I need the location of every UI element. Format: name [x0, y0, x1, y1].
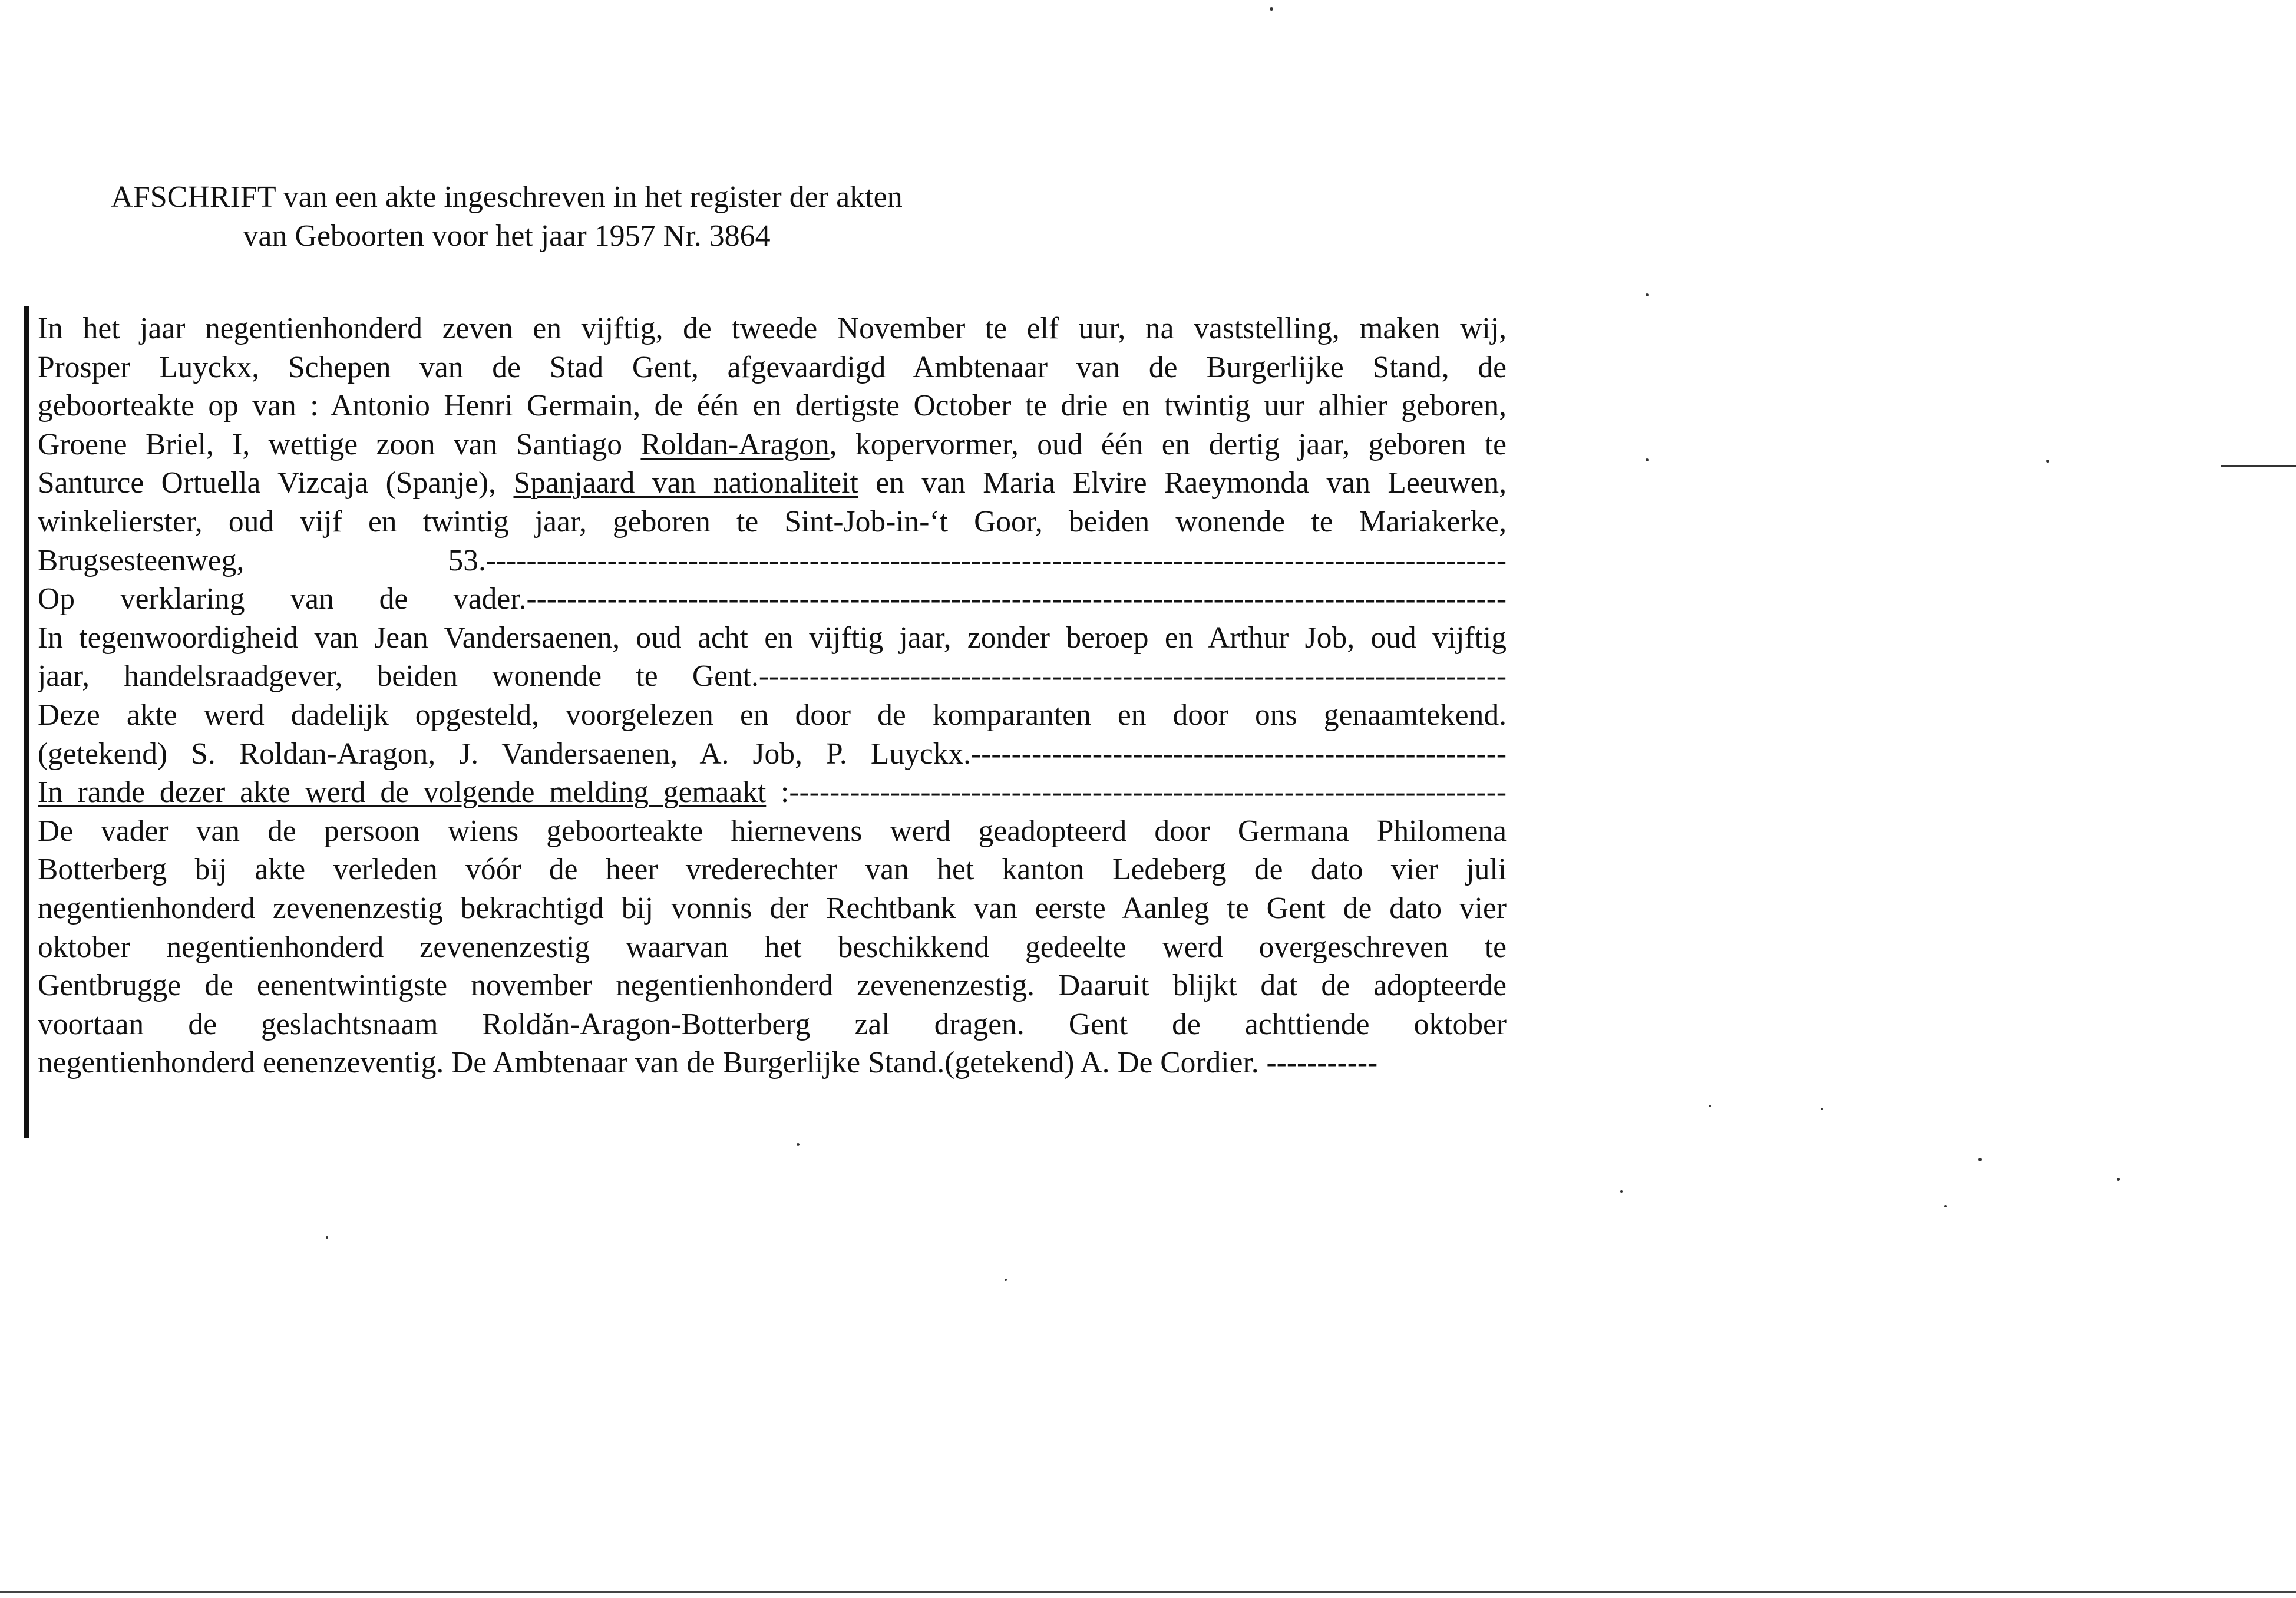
body-line: Op verklaring van de vader.-------------------------------------------------------------------------------------------------: [38, 582, 1507, 616]
body-line: Prosper Luyckx, Schepen van de Stad Gent, afgevaardigd Ambtenaar van de Burgerlijke Stand, de: [38, 350, 1507, 384]
scan-speck: [1821, 1108, 1823, 1110]
body-line: Deze akte werd dadelijk opgesteld, voorgelezen en door de komparanten en door ons genaamtekend.: [38, 698, 1507, 732]
scan-speck: [1944, 1205, 1947, 1207]
body-line: Botterberg bij akte verleden vóór de heer vrederechter van het kanton Ledeberg de dato vier juli: [38, 853, 1507, 887]
body-line: geboorteakte op van : Antonio Henri Germain, de één en dertigste October te drie en twintig uur alhier geboren,: [38, 389, 1507, 423]
underlined-surname: Roldan-Aragon: [640, 427, 830, 461]
scan-speck: [1005, 1279, 1007, 1281]
body-line: De vader van de persoon wiens geboorteakte hiernevens werd geadopteerd door Germana Philomena: [38, 814, 1507, 848]
body-line: voortaan de geslachtsnaam Roldăn-Aragon-Botterberg zal dragen. Gent de achttiende oktober: [38, 1007, 1507, 1041]
margin-bar: [24, 306, 29, 1138]
scan-edge-mark: [2221, 465, 2296, 467]
underlined-marginal-note-heading: In rande dezer akte werd de volgende melding gemaakt: [38, 775, 767, 810]
body-segment: Groene Briel, I, wettige zoon van Santiago: [38, 427, 641, 461]
document-header: [80, 178, 934, 256]
body-line: In het jaar negentienhonderd zeven en vijftig, de tweede November te elf uur, na vaststelling, maken wij,: [38, 312, 1507, 345]
body-segment: Santurce Ortuella Vizcaja (Spanje),: [38, 466, 514, 500]
scan-speck: [1620, 1190, 1623, 1193]
body-line: In tegenwoordigheid van Jean Vandersaenen, oud acht en vijftig jaar, zonder beroep en Arthur Job, oud vijftig: [38, 620, 1507, 655]
body-line: winkelierster, oud vijf en twintig jaar, geboren te Sint-Job-in-‘t Goor, beiden wonende te Mariakerke,: [38, 504, 1507, 539]
body-line: [38, 773, 1507, 812]
scan-speck: [2046, 460, 2049, 463]
body-line: Gentbrugge de eenentwintigste november negentienhonderd zevenenzestig. Daaruit blijkt dat de adopteerde: [38, 969, 1507, 1003]
body-line: Brugsesteenweg, 53.-----------------------------------------------------------------------------------------------------: [38, 543, 1507, 577]
body-segment: en van Maria Elvire Raeymonda van Leeuwen,: [858, 466, 1507, 500]
body-line: (getekend) S. Roldan-Aragon, J. Vandersaenen, A. Job, P. Luyckx.-----------------------------------------------------: [38, 737, 1507, 771]
scan-speck: [326, 1236, 328, 1239]
body-line: negentienhonderd zevenenzestig bekrachtigd bij vonnis der Rechtbank van eerste Aanleg te Gent de dato vier: [38, 891, 1507, 925]
body-line: negentienhonderd eenenzeventig. De Ambtenaar van de Burgerlijke Stand.(getekend) A. De Cordier. -----------: [38, 1046, 1378, 1080]
scan-speck: [2117, 1178, 2120, 1181]
body-line: jaar, handelsraadgever, beiden wonende te Gent.--------------------------------------------------------------------------: [38, 659, 1507, 694]
scan-speck: [1978, 1158, 1982, 1161]
header-line-1: AFSCHRIFT van een akte ingeschreven in het register der akten: [111, 180, 903, 214]
scan-speck: [1646, 293, 1649, 296]
body-segment: :-----------------------------------------------------------------------: [766, 775, 1507, 810]
scan-speck: [1709, 1105, 1711, 1107]
underlined-nationality: Spanjaard van nationaliteit: [513, 466, 858, 500]
scan-speck: [797, 1143, 800, 1146]
scan-bottom-edge: [0, 1591, 2296, 1593]
body-line: [38, 425, 1507, 464]
header-line-2: van Geboorten voor het jaar 1957 Nr. 3864: [243, 219, 771, 253]
body-line: [38, 464, 1507, 503]
act-body: [38, 309, 1507, 1082]
scan-speck: [1270, 7, 1273, 11]
body-segment: , kopervormer, oud één en dertig jaar, geboren te: [829, 427, 1507, 461]
body-line: oktober negentienhonderd zevenenzestig waarvan het beschikkend gedeelte werd overgeschreven te: [38, 930, 1507, 964]
scan-speck: [1646, 458, 1649, 461]
